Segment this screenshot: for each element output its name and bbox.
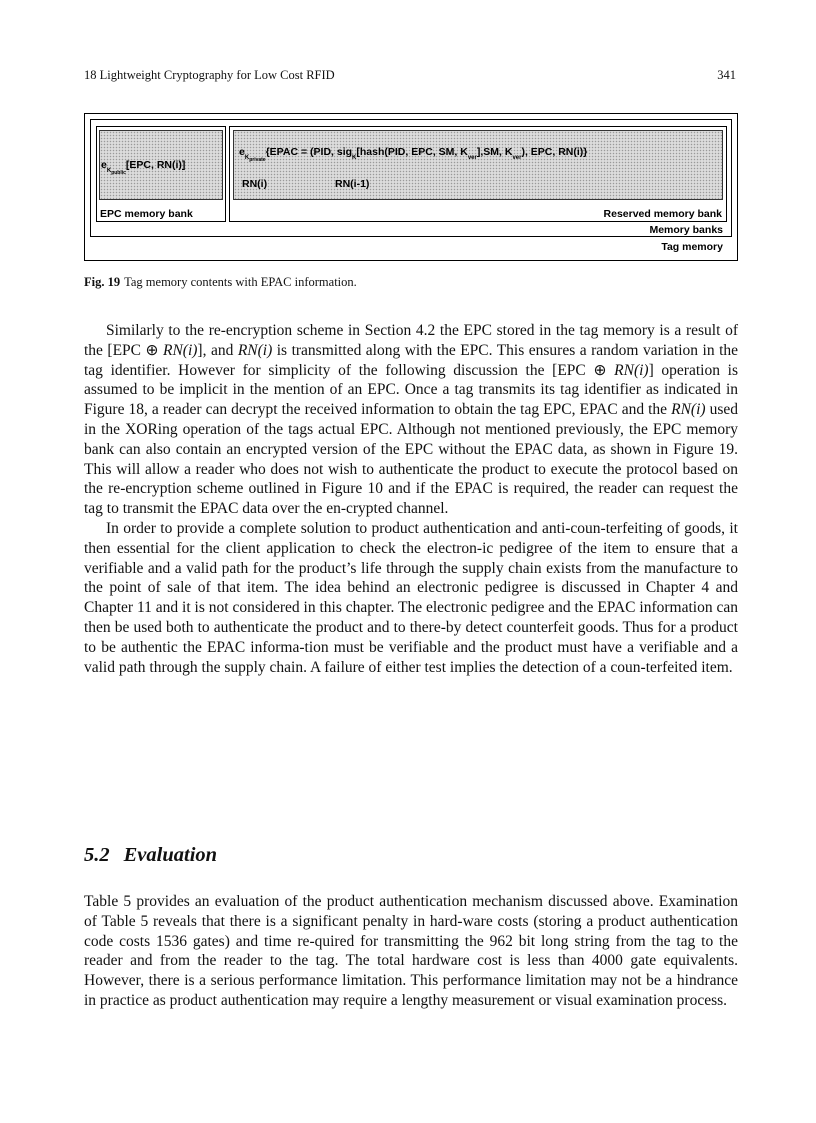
memory-banks-box [90, 119, 732, 237]
paragraph: In order to provide a complete solution to product authentication and anti-coun-terfeiting of goods, it then essential for the client application to check the electron-ic pedigree of the item to ensure that a verifiable and a valid path for the product’s life through the supply chain exists from the manufacture to the point of sale of that item. The idea behind an electronic pedigree is discussed in Chapter 4 and Chapter 11 and it is not considered in this chapter. The electronic pedigree and the EPAC information can then be used both to authenticate the product and to there-by detect counterfeit goods. Thus for a product to be authentic the EPAC informa-tion must be verifiable and the product must have a verifiable and a valid path through the supply chain. A failure of either test implies the detection of a coun-terfeited item. [84, 519, 738, 676]
paragraph: Similarly to the re-encryption scheme in Section 4.2 the EPC stored in the tag memory is a result of the [EPC ⊕ RN(i)], and RN(i) is transmitted along with the EPC. This ensures a random variation in the tag identifier. However for simplicity of the following discussion the [EPC ⊕ RN(i)] operation is assumed to be implicit in the mention of an EPC. Once a tag transmits its tag identifier as indicated in Figure 18, a reader can decrypt the received information to obtain the tag EPC, EPAC and the RN(i) used in the XORing operation of the tags actual EPC. Although not mentioned previously, the EPC memory bank can also contain an encrypted version of the EPC without the EPAC data, as shown in Figure 19. This will allow a reader who does not wish to authenticate the product to execute the protocol based on the re-encryption scheme outlined in Figure 10 and if the EPAC is required, the reader can request the tag to transmit the EPAC data over the en-crypted channel. [84, 322, 739, 518]
section-body [84, 321, 738, 677]
figure-caption [84, 275, 357, 290]
reserved-memory-bank-label: Reserved memory bank [603, 208, 722, 220]
reserved-shaded-region [233, 130, 723, 200]
section-heading [84, 844, 217, 867]
memory-banks-label: Memory banks [649, 224, 723, 236]
tag-memory-label: Tag memory [661, 241, 723, 253]
running-head-title: 18 Lightweight Cryptography for Low Cost RFID [84, 68, 335, 82]
paragraph: Table 5 provides an evaluation of the product authentication mechanism discussed above. Examination of Table 5 reveals that there is a significant penalty in hard-ware costs (storing a product authentication code costs 1536 gates) and time re-quired for transmitting the 962 bit long string from the tag to the reader and from the reader to the tag. The total hardware cost is less than 4000 gate equivalents. However, there is a serious performance limitation. This performance limitation may not be a hindrance in practice as product authentication may require a lengthy measurement or visual examination process. [84, 893, 738, 1009]
figure-caption-label: Fig. 19 [84, 275, 121, 289]
rn-previous-label: RN(i-1) [335, 178, 370, 190]
epc-encrypted-formula: $e_{K_{public}}[EPC$, RN(i)] [101, 159, 186, 176]
rn-current-label: RN(i) [242, 178, 268, 190]
page-number: 341 [717, 68, 736, 82]
section-number: 5.2 [84, 844, 110, 866]
running-head [84, 68, 736, 83]
epac-encrypted-formula: $e_{K_{private}}\{EPAC = (PID$, sig$_K$[hash(PID, EPC, SM, $K_{ver}],SM$, $K_{ver}$), EPC, RN(i)} [239, 146, 588, 163]
epc-memory-bank-box [96, 126, 226, 222]
epc-memory-bank-label: EPC memory bank [100, 208, 193, 220]
section-body [84, 892, 738, 1011]
section-title: Evaluation [123, 844, 218, 866]
reserved-memory-bank-box [229, 126, 727, 222]
figure-caption-text: Tag memory contents with EPAC information. [124, 275, 357, 289]
tag-memory-figure [84, 113, 738, 261]
